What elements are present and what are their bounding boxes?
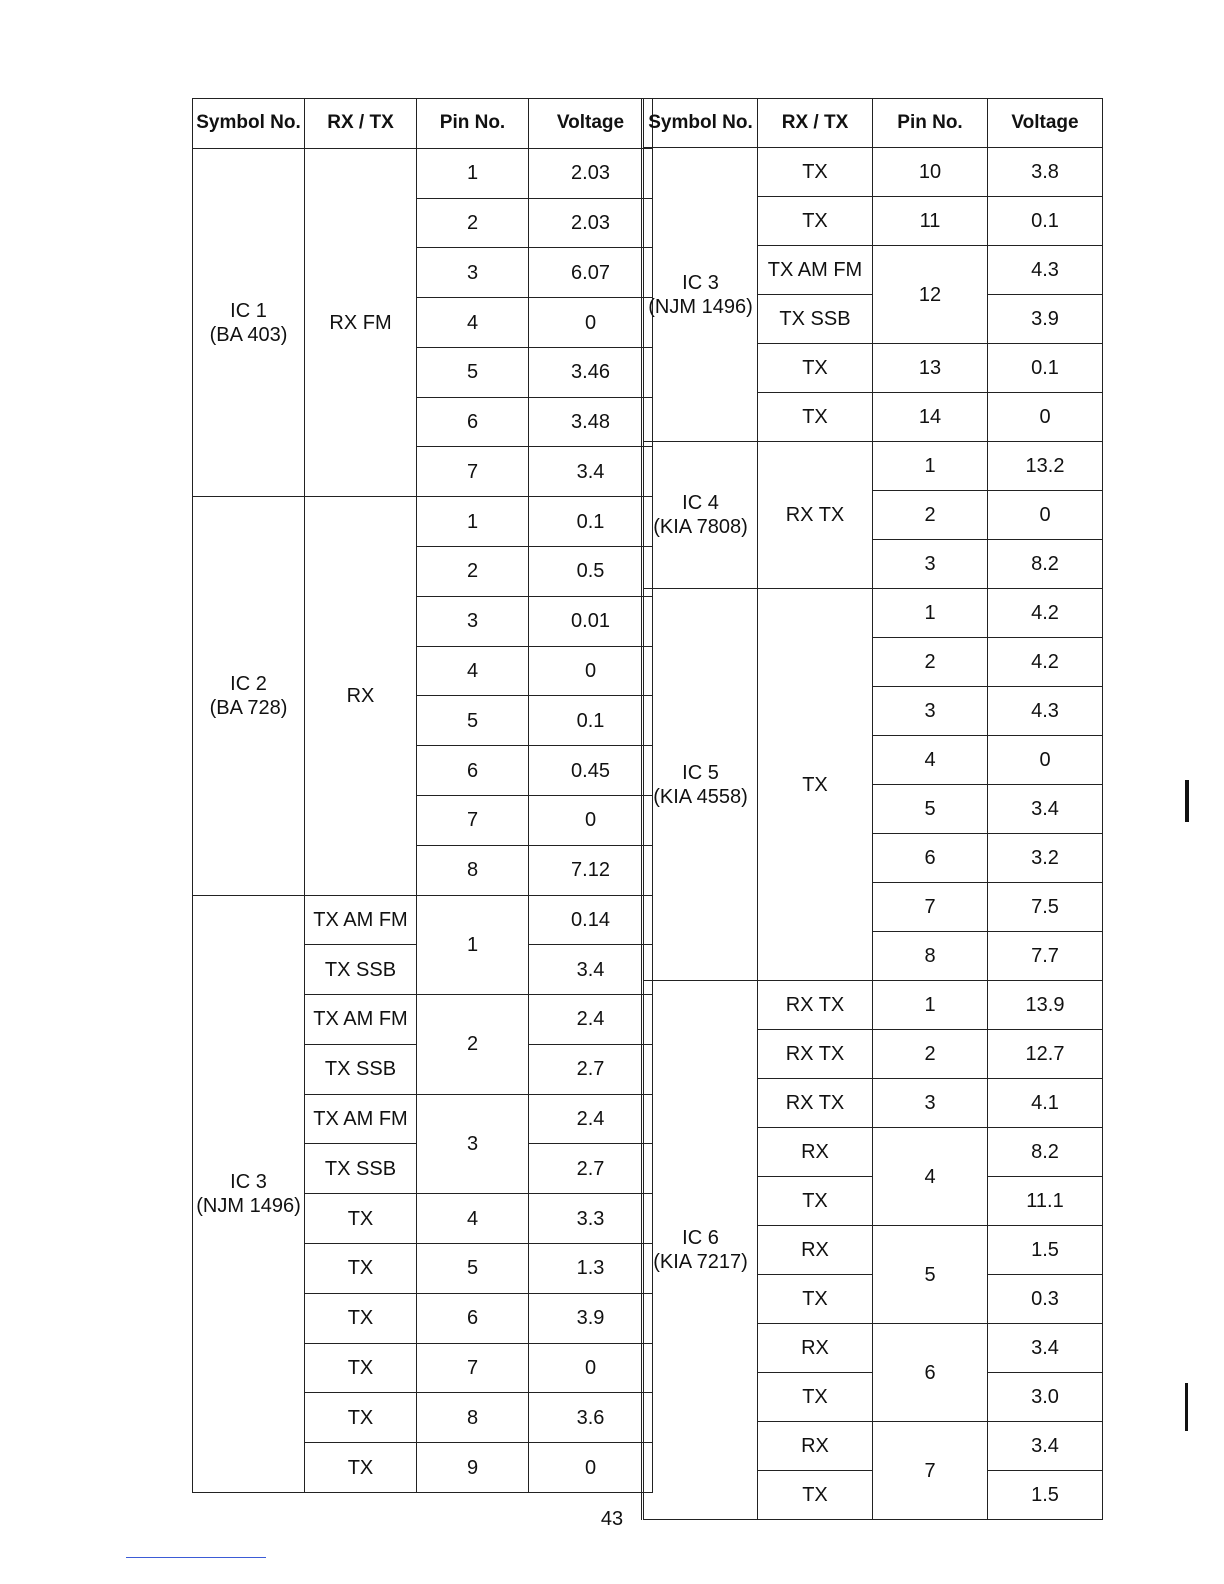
mode-cell: RX	[758, 1128, 873, 1177]
voltage-cell: 0.45	[529, 746, 653, 796]
voltage-cell: 3.48	[529, 397, 653, 447]
pin-cell: 1	[417, 895, 529, 995]
pin-cell: 6	[873, 834, 988, 883]
voltage-cell: 11.1	[988, 1177, 1103, 1226]
pin-cell: 3	[417, 248, 529, 298]
voltage-cell: 0	[529, 1343, 653, 1393]
voltage-cell: 3.2	[988, 834, 1103, 883]
mode-cell: TX	[758, 1471, 873, 1520]
mode-cell: TX SSB	[305, 1044, 417, 1094]
pin-cell: 3	[873, 1079, 988, 1128]
voltage-cell: 1.5	[988, 1226, 1103, 1275]
pin-cell: 6	[417, 1293, 529, 1343]
mode-cell: TX AM FM	[758, 246, 873, 295]
voltage-cell: 2.4	[529, 995, 653, 1045]
header-row	[193, 99, 653, 149]
voltage-cell: 2.4	[529, 1094, 653, 1144]
voltage-cell: 12.7	[988, 1030, 1103, 1079]
mode-cell: TX	[758, 197, 873, 246]
mode-cell: TX	[758, 344, 873, 393]
symbol-ic3: IC 3 (NJM 1496)	[193, 895, 305, 1493]
pin-cell: 5	[873, 785, 988, 834]
table-row	[643, 148, 1103, 197]
voltage-cell: 0.1	[529, 696, 653, 746]
pin-cell: 7	[417, 447, 529, 497]
pin-cell: 10	[873, 148, 988, 197]
footer-rule	[126, 1557, 266, 1558]
mode-cell: TX	[758, 1275, 873, 1324]
voltage-cell: 3.4	[988, 1324, 1103, 1373]
voltage-cell: 13.9	[988, 981, 1103, 1030]
pin-cell: 5	[417, 696, 529, 746]
voltage-cell: 4.2	[988, 638, 1103, 687]
voltage-cell: 3.4	[529, 945, 653, 995]
mode-cell: TX AM FM	[305, 995, 417, 1045]
pin-cell: 1	[873, 981, 988, 1030]
pin-cell: 11	[873, 197, 988, 246]
pin-cell: 3	[417, 596, 529, 646]
voltage-cell: 8.2	[988, 1128, 1103, 1177]
mode-cell: RX TX	[758, 1030, 873, 1079]
mode-cell: TX	[758, 1177, 873, 1226]
voltage-cell: 0.01	[529, 596, 653, 646]
pin-cell: 4	[873, 1128, 988, 1226]
pin-cell: 4	[417, 646, 529, 696]
voltage-cell: 0	[988, 491, 1103, 540]
pin-cell: 3	[873, 687, 988, 736]
voltage-cell: 0	[988, 393, 1103, 442]
mode-cell: TX	[305, 1393, 417, 1443]
pin-cell: 6	[873, 1324, 988, 1422]
mode-cell: TX	[305, 1194, 417, 1244]
voltage-cell: 3.6	[529, 1393, 653, 1443]
mode-cell: TX	[758, 148, 873, 197]
header-symbol: Symbol No.	[193, 99, 305, 149]
pin-cell: 4	[417, 1194, 529, 1244]
pin-cell: 7	[417, 1343, 529, 1393]
symbol-ic4: IC 4 (KIA 7808)	[643, 442, 758, 589]
pin-cell: 4	[873, 736, 988, 785]
pin-cell: 4	[417, 298, 529, 348]
pin-cell: 3	[417, 1094, 529, 1194]
voltage-cell: 3.9	[988, 295, 1103, 344]
mode-cell: TX SSB	[305, 945, 417, 995]
pin-cell: 1	[417, 148, 529, 198]
voltage-cell: 0.1	[529, 497, 653, 547]
voltage-cell: 3.9	[529, 1293, 653, 1343]
header-voltage: Voltage	[988, 99, 1103, 148]
voltage-table-left	[192, 98, 653, 1493]
pin-cell: 13	[873, 344, 988, 393]
pin-cell: 5	[417, 1243, 529, 1293]
pin-cell: 5	[873, 1226, 988, 1324]
symbol-ic2: IC 2 (BA 728)	[193, 497, 305, 895]
symbol-ic1: IC 1 (BA 403)	[193, 148, 305, 496]
table-row	[643, 589, 1103, 638]
voltage-cell: 3.46	[529, 347, 653, 397]
voltage-table-right	[641, 98, 1103, 1520]
voltage-cell: 8.2	[988, 540, 1103, 589]
table-row	[643, 981, 1103, 1030]
voltage-cell: 0	[529, 1443, 653, 1493]
pin-cell: 7	[873, 1422, 988, 1520]
voltage-cell: 0	[529, 646, 653, 696]
voltage-cell: 3.8	[988, 148, 1103, 197]
mode-cell: TX SSB	[305, 1144, 417, 1194]
voltage-cell: 6.07	[529, 248, 653, 298]
pin-cell: 2	[873, 491, 988, 540]
voltage-cell: 2.03	[529, 198, 653, 248]
voltage-cell: 3.4	[988, 1422, 1103, 1471]
pin-cell: 8	[873, 932, 988, 981]
mode-cell: TX AM FM	[305, 1094, 417, 1144]
pin-cell: 1	[417, 497, 529, 547]
mode-cell: RX TX	[758, 981, 873, 1030]
voltage-cell: 2.03	[529, 148, 653, 198]
voltage-cell: 4.1	[988, 1079, 1103, 1128]
mode-cell: RX	[758, 1226, 873, 1275]
scan-mark	[1185, 1383, 1188, 1431]
table-row	[643, 442, 1103, 491]
voltage-cell: 4.3	[988, 687, 1103, 736]
voltage-cell: 0	[988, 736, 1103, 785]
mode-ic2: RX	[305, 497, 417, 895]
page-number: 43	[600, 1508, 624, 1530]
mode-ic1: RX FM	[305, 148, 417, 496]
voltage-cell: 3.4	[529, 447, 653, 497]
header-rxtx: RX / TX	[758, 99, 873, 148]
mode-cell: RX	[758, 1324, 873, 1373]
pin-cell: 8	[417, 845, 529, 895]
pin-cell: 3	[873, 540, 988, 589]
voltage-cell: 7.12	[529, 845, 653, 895]
pin-cell: 1	[873, 589, 988, 638]
mode-cell: TX	[305, 1293, 417, 1343]
pin-cell: 2	[417, 995, 529, 1095]
voltage-cell: 0.1	[988, 344, 1103, 393]
voltage-cell: 0	[529, 795, 653, 845]
voltage-cell: 0.5	[529, 547, 653, 597]
voltage-cell: 2.7	[529, 1044, 653, 1094]
symbol-ic3-cont: IC 3 (NJM 1496)	[643, 148, 758, 442]
table-row	[193, 148, 653, 198]
voltage-cell: 4.2	[988, 589, 1103, 638]
mode-ic5: TX	[758, 589, 873, 981]
pin-cell: 7	[417, 795, 529, 845]
voltage-cell: 3.3	[529, 1194, 653, 1244]
header-voltage: Voltage	[529, 99, 653, 149]
mode-cell: RX	[758, 1422, 873, 1471]
pin-cell: 6	[417, 746, 529, 796]
voltage-cell: 0	[529, 298, 653, 348]
mode-cell: TX	[305, 1343, 417, 1393]
header-pin: Pin No.	[873, 99, 988, 148]
pin-cell: 8	[417, 1393, 529, 1443]
pin-cell: 7	[873, 883, 988, 932]
table-row	[193, 497, 653, 547]
voltage-cell: 1.3	[529, 1243, 653, 1293]
header-symbol: Symbol No.	[643, 99, 758, 148]
mode-cell: TX SSB	[758, 295, 873, 344]
scan-mark	[1185, 780, 1189, 822]
voltage-cell: 4.3	[988, 246, 1103, 295]
symbol-ic5: IC 5 (KIA 4558)	[643, 589, 758, 981]
header-rxtx: RX / TX	[305, 99, 417, 149]
voltage-cell: 0.3	[988, 1275, 1103, 1324]
voltage-cell: 1.5	[988, 1471, 1103, 1520]
symbol-ic6: IC 6 (KIA 7217)	[643, 981, 758, 1520]
voltage-cell: 0.1	[988, 197, 1103, 246]
voltage-cell: 13.2	[988, 442, 1103, 491]
pin-cell: 6	[417, 397, 529, 447]
mode-cell: TX	[305, 1243, 417, 1293]
pin-cell: 1	[873, 442, 988, 491]
voltage-cell: 7.7	[988, 932, 1103, 981]
voltage-cell: 2.7	[529, 1144, 653, 1194]
header-pin: Pin No.	[417, 99, 529, 149]
mode-cell: TX	[758, 1373, 873, 1422]
header-row	[643, 99, 1103, 148]
voltage-cell: 0.14	[529, 895, 653, 945]
pin-cell: 2	[873, 638, 988, 687]
pin-cell: 2	[873, 1030, 988, 1079]
pin-cell: 9	[417, 1443, 529, 1493]
mode-cell: TX	[758, 393, 873, 442]
table-row	[193, 895, 653, 945]
pin-cell: 2	[417, 547, 529, 597]
pin-cell: 12	[873, 246, 988, 344]
pin-cell: 2	[417, 198, 529, 248]
mode-ic4: RX TX	[758, 442, 873, 589]
voltage-cell: 3.0	[988, 1373, 1103, 1422]
mode-cell: RX TX	[758, 1079, 873, 1128]
voltage-cell: 3.4	[988, 785, 1103, 834]
mode-cell: TX AM FM	[305, 895, 417, 945]
pin-cell: 14	[873, 393, 988, 442]
pin-cell: 5	[417, 347, 529, 397]
mode-cell: TX	[305, 1443, 417, 1493]
voltage-cell: 7.5	[988, 883, 1103, 932]
